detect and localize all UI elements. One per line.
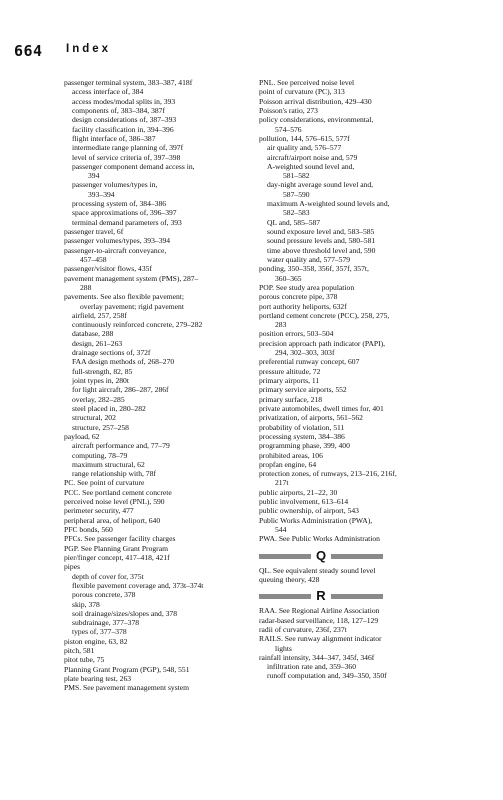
index-entry: perceived noise level (PNL), 590 (64, 497, 165, 507)
index-entry: public ownership, of airport, 543 (259, 506, 359, 516)
index-entry: design considerations of, 387–393 (72, 115, 177, 125)
index-entry: pipes (64, 562, 81, 572)
index-entry: policy considerations, environmental, (259, 115, 374, 125)
index-entry: preferential runway concept, 607 (259, 357, 360, 367)
index-entry: piston engine, 63, 82 (64, 636, 128, 646)
index-entry: primary service airports, 552 (259, 385, 347, 395)
index-entry: 544 (275, 525, 287, 534)
index-entry: Public Works Administration (PWA), (259, 515, 373, 525)
index-entry: passenger volumes/types in, (72, 180, 158, 190)
index-entry: RAA. See Regional Airline Association (259, 606, 380, 616)
index-entry: space approximations of, 396–397 (72, 208, 177, 218)
index-entry: passenger terminal system, 383–387, 418f (64, 78, 193, 87)
index-entry: public airports, 21–22, 30 (259, 487, 338, 497)
index-entry: QL and, 585–587 (267, 217, 321, 227)
index-entry: Poisson arrival distribution, 429–430 (259, 96, 372, 106)
index-column-right (259, 78, 437, 681)
section-letter: Q (315, 547, 327, 563)
index-entry: continuously reinforced concrete, 279–282 (72, 320, 203, 330)
index-entry: access interface of, 384 (72, 87, 144, 97)
index-entry: porous concrete, 378 (72, 590, 136, 600)
section-letter: R (316, 588, 326, 604)
index-entry: water quality and, 577–579 (267, 254, 351, 264)
letter-divider-r (259, 587, 437, 604)
index-entry: depth of cover for, 375t (72, 571, 144, 581)
divider-bar (259, 554, 311, 559)
index-entry: structural, 202 (72, 413, 116, 423)
index-entry: public involvement, 613–614 (259, 497, 349, 507)
index-entry: processing system, 384–386 (259, 431, 345, 441)
index-entry: access modes/modal splits in, 393 (72, 96, 176, 106)
index-entry: sound exposure level and, 583–585 (267, 227, 375, 236)
index-entry: airfield, 257, 258f (72, 310, 127, 320)
index-entry: plate bearing test, 263 (64, 674, 132, 683)
index-entry: aircraft/airport noise and, 579 (267, 152, 358, 162)
index-entry: PWA. See Public Works Administration (259, 534, 380, 544)
index-entry: 457–458 (80, 254, 107, 264)
index-entry: prohibited areas, 106 (259, 450, 323, 460)
index-entry: overlay pavement; rigid pavement (80, 301, 184, 311)
index-entry: propfan engine, 64 (259, 459, 317, 469)
index-entry: 360–365 (275, 273, 302, 283)
index-entry: subdrainage, 377–378 (72, 618, 140, 628)
index-entry: queuing theory, 428 (259, 574, 320, 584)
index-entry: 582–583 (283, 208, 310, 218)
letter-divider-q (259, 547, 437, 564)
index-entry: 217t (275, 478, 289, 488)
index-entry: position errors, 503–504 (259, 329, 334, 339)
index-entry: runoff computation and, 349–350, 350f (267, 671, 387, 681)
index-entry: privatization, of airports, 561–562 (259, 413, 363, 423)
index-entry: facility classification in, 394–396 (72, 124, 174, 134)
index-entry: 288 (80, 282, 92, 292)
index-column-left (64, 78, 246, 693)
index-entry: payload, 62 (64, 431, 100, 441)
index-entry: drainage sections of, 372f (72, 348, 151, 358)
index-entry: perimeter security, 477 (64, 506, 134, 516)
index-entry: PFCs. See passenger facility charges (64, 534, 176, 544)
index-entry: terminal demand parameters of, 393 (72, 217, 182, 227)
index-entry: types of, 377–378 (72, 627, 127, 637)
index-entry: intermediate range planning of, 397f (72, 143, 184, 153)
index-entry: Poisson's ratio, 273 (259, 105, 318, 115)
index-entry: overlay, 282–285 (72, 394, 125, 404)
index-entry: private automobiles, dwell times for, 401 (259, 403, 384, 413)
index-entry: probability of violation, 511 (259, 422, 345, 432)
index-entry: PGP. See Planning Grant Program (64, 543, 168, 553)
index-entry: soil drainage/sizes/slopes and, 378 (72, 608, 178, 618)
index-entry: infiltration rate and, 359–360 (267, 662, 356, 672)
index-entry: air quality and, 576–577 (267, 143, 342, 153)
index-entry: computing, 78–79 (72, 450, 128, 460)
index-entry: 574–576 (275, 124, 302, 134)
index-entry: pavement management system (PMS), 287– (64, 273, 199, 283)
index-entry: A-weighted sound level and, (267, 161, 355, 171)
divider-bar (331, 594, 383, 599)
index-entry: primary airports, 11 (259, 376, 320, 385)
page-number: 664 (14, 42, 43, 60)
index-entry: time above threshold level and, 590 (267, 245, 376, 255)
index-entry: full-strength, 82, 85 (72, 366, 133, 376)
index-entry: precision approach path indicator (PAPI), (259, 338, 386, 348)
index-entry: pollution, 144, 576–615, 577f (259, 133, 350, 143)
index-entry: sound pressure levels and, 580–581 (267, 236, 376, 246)
index-entry: flight interface of, 386–387 (72, 133, 156, 143)
index-entry: design, 261–263 (72, 338, 123, 348)
running-title: Index (66, 43, 112, 55)
index-entry: components of, 383–384, 387f (72, 105, 166, 115)
index-entry: pier/finger concept, 417–418, 421f (64, 552, 170, 562)
index-entry: passenger component demand access in, (72, 161, 195, 171)
divider-bar (259, 594, 311, 599)
index-entry: database, 288 (72, 329, 114, 339)
index-entry: passenger travel, 6f (64, 227, 124, 236)
index-entry: joint types in, 280t (72, 376, 129, 385)
index-entry: maximum A-weighted sound levels and, (267, 199, 390, 209)
index-entry: POP. See study area population (259, 282, 355, 292)
index-entry: maximum structural, 62 (72, 459, 145, 469)
index-entry: lights (275, 643, 292, 653)
index-entry: 394 (88, 171, 100, 181)
index-entry: pitch, 581 (64, 646, 95, 656)
index-entry: PNL. See perceived noise level (259, 78, 355, 87)
index-entry: point of curvature (PC), 313 (259, 87, 345, 97)
index-entry: steel placed in, 280–282 (72, 403, 146, 413)
index-entry: PFC bonds, 560 (64, 525, 113, 534)
index-entry: porous concrete pipe, 378 (259, 292, 338, 302)
divider-bar (331, 554, 383, 559)
index-entry: passenger-to-aircraft conveyance, (64, 245, 167, 255)
index-entry: passenger/visitor flows, 435f (64, 264, 152, 274)
index-entry: aircraft performance and, 77–79 (72, 441, 170, 451)
index-entry: passenger volumes/types, 393–394 (64, 236, 171, 246)
index-entry: day-night average sound level and, (267, 180, 374, 190)
index-entry: skip, 378 (72, 599, 100, 609)
index-entry: portland cement concrete (PCC), 258, 275, (259, 310, 390, 320)
index-entry: FAA design methods of, 268–270 (72, 357, 175, 367)
index-entry: 393–394 (88, 189, 115, 199)
index-entry: protection zones, of runways, 213–216, 216f, (259, 469, 397, 479)
index-entry: 283 (275, 320, 287, 330)
index-entry: 581–582 (283, 171, 310, 181)
index-entry: range relationship with, 78f (72, 469, 156, 479)
index-entry: pavements. See also flexible pavement; (64, 292, 184, 302)
index-entry: peripheral area, of heliport, 640 (64, 515, 161, 525)
index-entry: QL. See equivalent steady sound level (259, 565, 376, 575)
index-entry: Planning Grant Program (PGP), 548, 551 (64, 664, 190, 674)
index-entry: radii of curvature, 236f, 237t (259, 624, 347, 634)
index-entry: pitot tube, 75 (64, 655, 105, 665)
index-entry: radar-based surveillance, 118, 127–129 (259, 615, 379, 625)
index-entry: processing system of, 384–386 (72, 199, 167, 209)
index-entry: port authority heliports, 632f (259, 301, 347, 311)
index-entry: structure, 257–258 (72, 422, 129, 432)
index-entry: primary surface, 218 (259, 394, 323, 404)
index-entry: flexible pavement coverage and, 373t–374t (72, 580, 204, 590)
index-entry: programming phase, 399, 400 (259, 441, 350, 451)
index-entry: PCC. See portland cement concrete (64, 487, 172, 497)
index-entry: RAILS. See runway alignment indicator (259, 634, 382, 644)
index-entry: level of service criteria of, 397–398 (72, 152, 181, 162)
index-entry: 587–590 (283, 189, 310, 199)
index-entry: for light aircraft, 286–287, 286f (72, 385, 169, 395)
index-entry: pressure altitude, 72 (259, 366, 321, 376)
index-entry: 294, 302–303, 303f (275, 348, 335, 358)
index-entry: PC. See point of curvature (64, 478, 145, 488)
index-entry: ponding, 350–358, 356f, 357f, 357t, (259, 264, 369, 274)
index-entry: rainfall intensity, 344–347, 345f, 346f (259, 652, 375, 662)
index-entry: PMS. See pavement management system (64, 683, 190, 693)
